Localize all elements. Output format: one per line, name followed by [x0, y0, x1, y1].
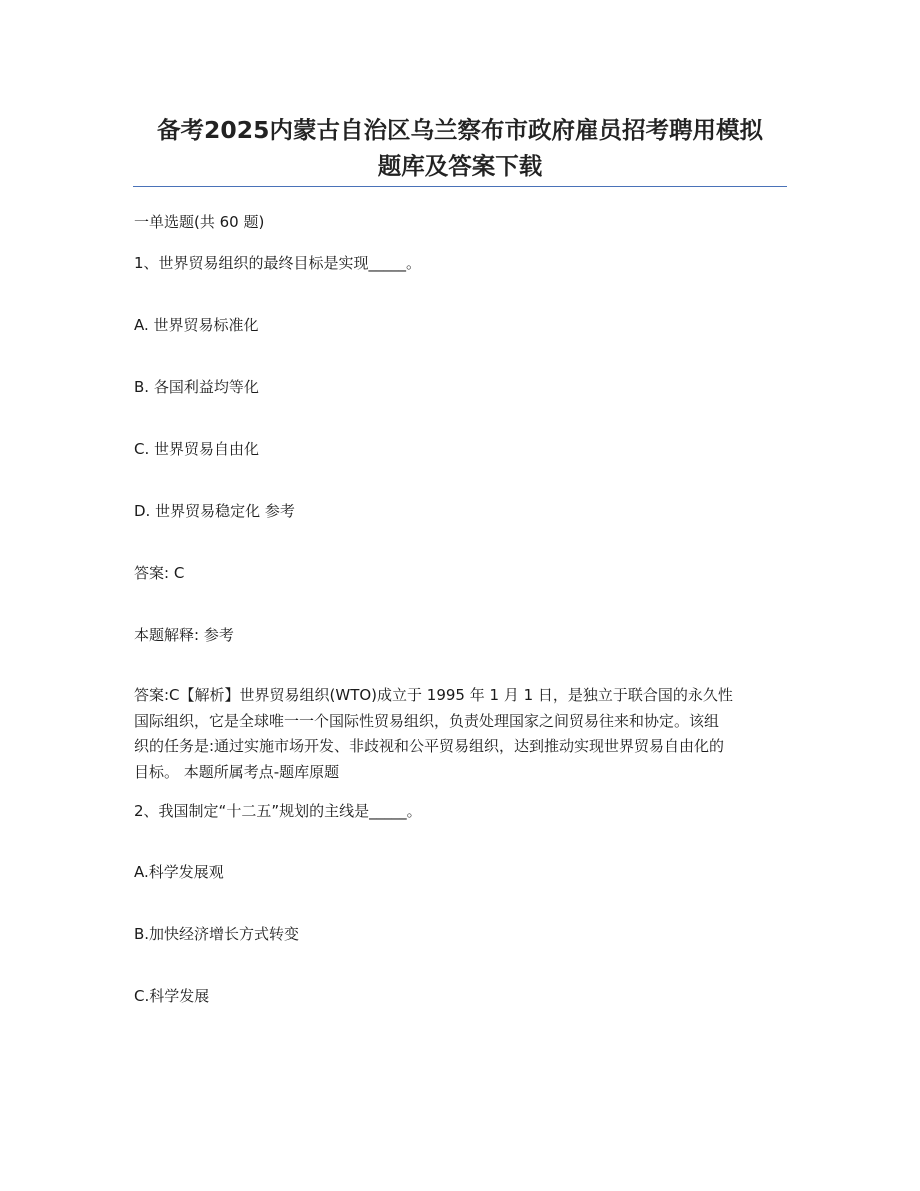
analysis-line-1: 答案:C【解析】世界贸易组织(WTO)成立于 1995 年 1 月 1 日，是独立于联合国的永久性 — [134, 686, 733, 704]
question-1-answer: 答案: C — [134, 564, 185, 582]
question-2-option-c: C.科学发展 — [134, 987, 210, 1005]
question-1-option-c: C. 世界贸易自由化 — [134, 440, 260, 458]
question-1-stem: 1、世界贸易组织的最终目标是实现_____。 — [134, 254, 422, 272]
analysis-line-4: 目标。 本题所属考点-题库原题 — [134, 763, 340, 782]
document-title — [120, 112, 800, 184]
question-2-option-a: A.科学发展观 — [134, 863, 224, 881]
question-1-explanation-label: 本题解释: 参考 — [134, 626, 234, 644]
question-1-analysis — [134, 683, 790, 786]
section-heading: 一单选题(共 60 题) — [134, 213, 265, 231]
analysis-line-3: 织的任务是:通过实施市场开发、非歧视和公平贸易组织，达到推动实现世界贸易自由化的 — [134, 737, 725, 756]
analysis-line-2: 国际组织，它是全球唯一一个国际性贸易组织，负责处理国家之间贸易往来和协定。该组 — [134, 711, 720, 730]
question-1-option-b: B. 各国利益均等化 — [134, 378, 259, 396]
document-title-line-1: 备考2025内蒙古自治区乌兰察布市政府雇员招考聘用模拟 — [157, 116, 763, 144]
title-divider — [133, 186, 787, 187]
document-title-line-2: 题库及答案下载 — [377, 152, 543, 180]
question-1-option-d: D. 世界贸易稳定化 参考 — [134, 502, 295, 520]
question-1-option-a: A. 世界贸易标准化 — [134, 316, 259, 334]
question-2-stem: 2、我国制定“十二五”规划的主线是_____。 — [134, 802, 422, 820]
question-2-option-b: B.加快经济增长方式转变 — [134, 925, 300, 943]
